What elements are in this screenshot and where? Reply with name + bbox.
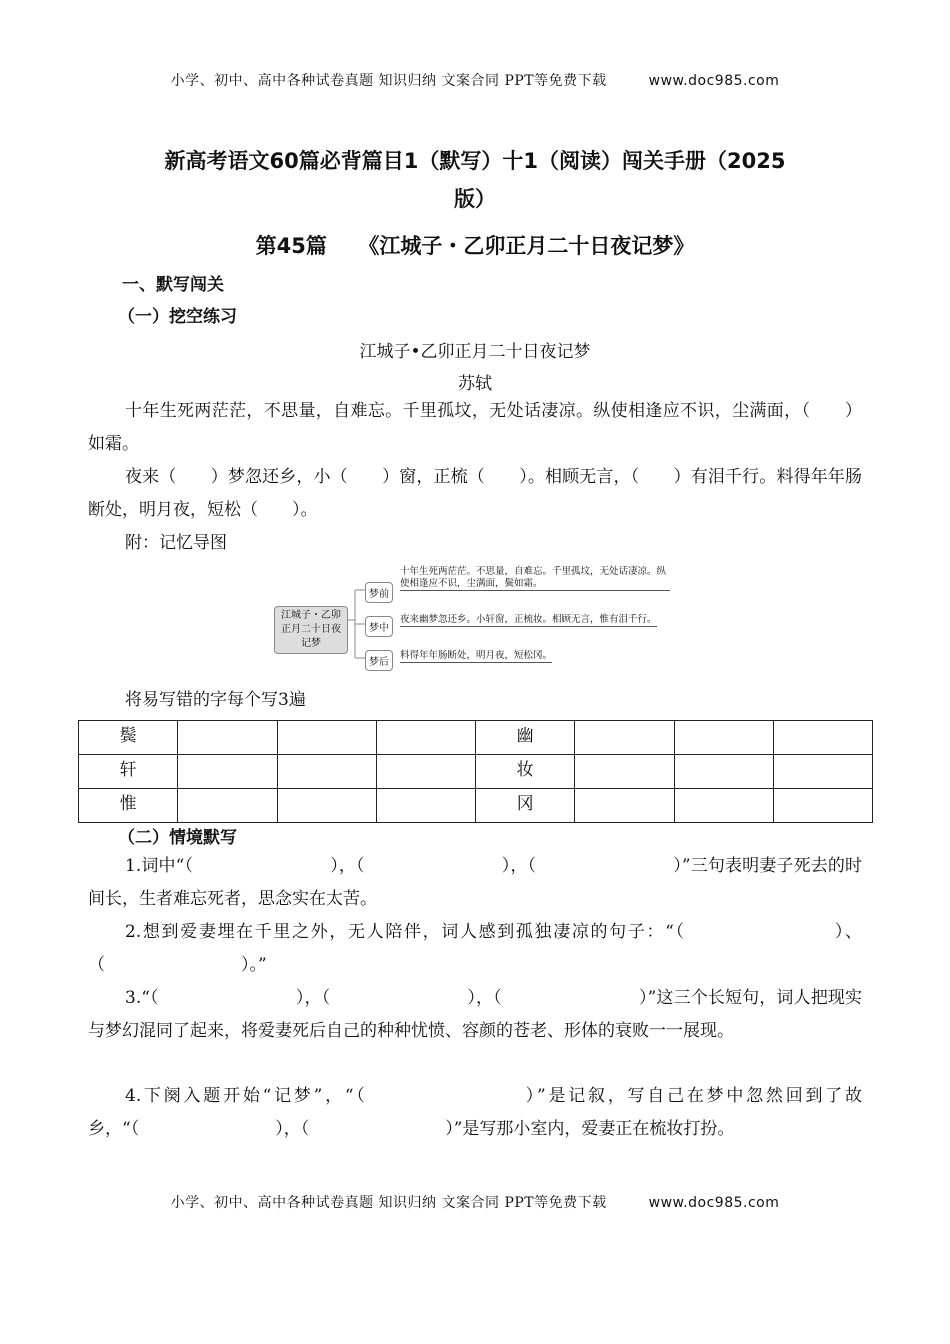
footer-url[interactable]: www.doc985.com bbox=[648, 1195, 780, 1211]
table-cell[interactable] bbox=[575, 721, 674, 755]
table-cell[interactable] bbox=[178, 721, 277, 755]
table-intro: 将易写错的字每个写3遍 bbox=[125, 690, 306, 710]
mind-map-leaf: 料得年年肠断处，明月夜，短松冈。 bbox=[400, 650, 553, 661]
mind-map-leaf: 十年生死两茫茫。不思量，自难忘。千里孤坟，无处话凄凉。纵使相逢应不识，尘满面，鬓如霜。 bbox=[400, 566, 670, 591]
mind-map-branch: 梦中 bbox=[365, 616, 393, 637]
question-1: 1.词中“（ ），（ ），（ ）”三句表明妻子死去的时间长，生者难忘死者，思念实在太苦。 bbox=[88, 856, 862, 909]
practice-table bbox=[78, 720, 873, 823]
doc-title-line2: 版） bbox=[454, 187, 496, 211]
table-cell[interactable] bbox=[376, 721, 475, 755]
mind-map-branch: 梦后 bbox=[365, 650, 393, 671]
table-cell: 幽 bbox=[475, 721, 574, 755]
table-cell: 妆 bbox=[475, 755, 574, 789]
doc-title-line1: 新高考语文60篇必背篇目1（默写）十1（阅读）闯关手册（2025 bbox=[164, 149, 786, 173]
table-cell[interactable] bbox=[277, 721, 376, 755]
table-cell: 轩 bbox=[79, 755, 178, 789]
table-cell[interactable] bbox=[376, 789, 475, 823]
table-cell[interactable] bbox=[277, 789, 376, 823]
table-cell[interactable] bbox=[178, 789, 277, 823]
table-cell[interactable] bbox=[674, 721, 773, 755]
table-cell[interactable] bbox=[773, 755, 872, 789]
section1-sub-heading: （一）挖空练习 bbox=[118, 307, 237, 327]
mind-map-root: 江城子・乙卯正月二十日夜记梦 bbox=[274, 606, 348, 654]
table-cell: 鬓 bbox=[79, 721, 178, 755]
table-cell: 惟 bbox=[79, 789, 178, 823]
mind-map-branch: 梦前 bbox=[365, 582, 393, 603]
table-cell[interactable] bbox=[773, 789, 872, 823]
mind-map bbox=[270, 558, 680, 683]
table-cell: 冈 bbox=[475, 789, 574, 823]
doc-subtitle: 第45篇 《江城子・乙卯正月二十日夜记梦》 bbox=[255, 234, 695, 258]
table-cell[interactable] bbox=[575, 755, 674, 789]
page-header bbox=[0, 70, 950, 90]
poem-title: 江城子•乙卯正月二十日夜记梦 bbox=[359, 342, 591, 362]
mind-map-leaf: 夜来幽梦忽还乡。小轩窗，正梳妆。相顾无言，惟有泪千行。 bbox=[400, 614, 657, 625]
table-cell[interactable] bbox=[575, 789, 674, 823]
table-cell[interactable] bbox=[376, 755, 475, 789]
header-text: 小学、初中、高中各种试卷真题 知识归纳 文案合同 PPT等免费下载 bbox=[170, 73, 607, 89]
table-cell[interactable] bbox=[178, 755, 277, 789]
appendix-label: 附：记忆导图 bbox=[125, 533, 227, 553]
section2-heading: （二）情境默写 bbox=[118, 828, 237, 848]
footer-text: 小学、初中、高中各种试卷真题 知识归纳 文案合同 PPT等免费下载 bbox=[170, 1195, 607, 1211]
table-row bbox=[79, 789, 873, 823]
table-cell[interactable] bbox=[674, 755, 773, 789]
question-3: 3.“（ ），（ ），（ ）”这三个长短句，词人把现实与梦幻混同了起来，将爱妻死后自己的种种忧愤、容颜的苍老、形体的衰败一一展现。 bbox=[88, 988, 862, 1041]
poem-para1: 十年生死两茫茫，不思量，自难忘。千里孤坟，无处话凄凉。纵使相逢应不识，尘满面，（ ）如霜。 bbox=[88, 401, 862, 454]
poem-para2: 夜来（ ）梦忽还乡，小（ ）窗，正梳（ ）。相顾无言，（ ）有泪千行。料得年年肠断处，明月夜，短松（ ）。 bbox=[88, 467, 862, 520]
table-cell[interactable] bbox=[773, 721, 872, 755]
table-cell[interactable] bbox=[674, 789, 773, 823]
poem-author: 苏轼 bbox=[458, 374, 492, 394]
question-2: 2.想到爱妻埋在千里之外，无人陪伴，词人感到孤独凄凉的句子：“（ ）、（ ）。” bbox=[88, 922, 862, 975]
table-row bbox=[79, 721, 873, 755]
page-footer bbox=[0, 1192, 950, 1212]
table-cell[interactable] bbox=[277, 755, 376, 789]
question-4: 4.下阕入题开始“记梦”，“（ ）”是记叙，写自己在梦中忽然回到了故乡，“（ ），（ ）”是写那小室内，爱妻正在梳妆打扮。 bbox=[88, 1086, 862, 1139]
section1-heading: 一、默写闯关 bbox=[122, 275, 224, 295]
table-row bbox=[79, 755, 873, 789]
header-url[interactable]: www.doc985.com bbox=[648, 73, 780, 89]
